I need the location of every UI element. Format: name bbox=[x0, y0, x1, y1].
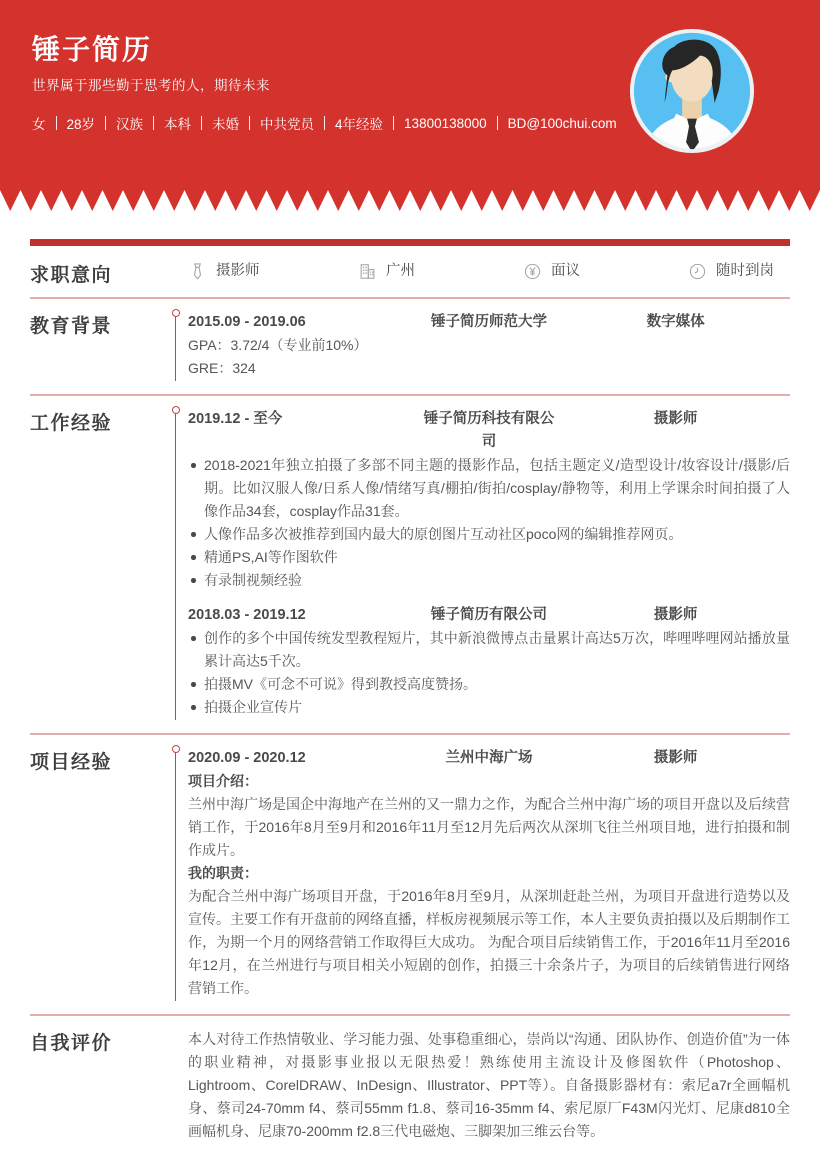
yen-icon bbox=[523, 262, 542, 281]
project-duty-text: 为配合兰州中海广场项目开盘，于2016年8月至9月，从深圳赶赴兰州，为项目开盘进行造势以及宣传。主要工作有开盘前的网络直播，样板房视频展示等工作，本人主要负责拍摄以及后期制作工作，为期一个月的网络营销工作取得巨大成功。 为配合项目后续销售工作，于2016年11月至2016年12月，在兰州进行与项目相关小短剧的创作，拍摄三十余条片子，为项目的后续销售进行网络营销工作。 bbox=[188, 888, 790, 996]
resume-body bbox=[30, 239, 790, 1157]
entry-school: 锤子简历师范大学 bbox=[430, 314, 547, 330]
intent-salary bbox=[523, 260, 688, 283]
intent-label: 面议 bbox=[551, 263, 580, 279]
divider bbox=[153, 116, 154, 130]
section-title: 自我评价 bbox=[30, 1033, 113, 1054]
divider bbox=[497, 116, 498, 130]
entry-period: 2020.09 - 2020.12 bbox=[188, 750, 306, 766]
work-bullet: 人像作品多次被推荐到国内最大的原创图片互动社区poco网的编辑推荐网页。 bbox=[188, 523, 790, 546]
section-title: 工作经验 bbox=[30, 413, 113, 434]
personal-info-bar bbox=[32, 113, 617, 133]
building-icon bbox=[358, 262, 377, 281]
work-bullet: 拍摄MV《可念不可说》得到教授高度赞扬。 bbox=[188, 673, 790, 696]
entry-project-name: 兰州中海广场 bbox=[445, 750, 533, 766]
info-ethnicity: 汉族 bbox=[116, 117, 144, 132]
info-experience: 4年经验 bbox=[335, 117, 384, 132]
work-entry bbox=[188, 604, 790, 719]
clock-icon bbox=[688, 262, 707, 281]
entry-period: 2018.03 - 2019.12 bbox=[188, 607, 306, 623]
divider bbox=[56, 116, 57, 130]
entry-major: 数字媒体 bbox=[646, 314, 705, 330]
project-entry bbox=[188, 747, 790, 1000]
section-self-evaluation bbox=[30, 1016, 790, 1157]
intent-label: 广州 bbox=[386, 263, 415, 279]
section-education bbox=[30, 299, 790, 396]
divider bbox=[393, 116, 394, 130]
timeline bbox=[175, 316, 176, 381]
resume-header bbox=[0, 0, 820, 190]
section-title: 求职意向 bbox=[30, 265, 113, 286]
resume-slogan: 世界属于那些勤于思考的人，期待未来 bbox=[32, 78, 270, 93]
info-marital: 未婚 bbox=[212, 117, 240, 132]
divider bbox=[324, 116, 325, 130]
entry-period: 2019.12 - 至今 bbox=[188, 411, 283, 427]
timeline bbox=[175, 413, 176, 720]
intent-label: 摄影师 bbox=[216, 263, 260, 279]
intent-availability bbox=[688, 260, 790, 283]
divider bbox=[249, 116, 250, 130]
work-bullet: 创作的多个中国传统发型教程短片，其中新浪微博点击量累计高达5万次，哔哩哔哩网站播放量累计高达5千次。 bbox=[188, 627, 790, 673]
intent-position bbox=[188, 260, 358, 283]
intent-city bbox=[358, 260, 523, 283]
divider bbox=[105, 116, 106, 130]
section-title: 教育背景 bbox=[30, 316, 113, 337]
section-work bbox=[30, 396, 790, 735]
education-entry bbox=[188, 311, 790, 380]
entry-role: 摄影师 bbox=[653, 607, 698, 623]
info-phone: 13800138000 bbox=[404, 115, 487, 131]
work-bullet: 有录制视频经验 bbox=[188, 569, 790, 592]
resume-title: 锤子简历 bbox=[32, 34, 153, 65]
info-party: 中共党员 bbox=[260, 117, 315, 132]
entry-role: 摄影师 bbox=[653, 411, 698, 427]
gpa-line: GPA：3.72/4（专业前10%） bbox=[188, 337, 368, 353]
section-project bbox=[30, 735, 790, 1016]
work-bullet: 2018-2021年独立拍摄了多部不同主题的摄影作品，包括主题定义/造型设计/妆容设计/摄影/后期。比如汉服人像/日系人像/情绪写真/棚拍/街拍/cosplay/静物等，利用上学课余时间拍摄了人像作品34套，cosplay作品31套。 bbox=[188, 454, 790, 523]
entry-role: 摄影师 bbox=[653, 750, 698, 766]
project-intro-label: 项目介绍： bbox=[188, 773, 258, 789]
divider bbox=[201, 116, 202, 130]
info-email: BD@100chui.com bbox=[507, 115, 617, 131]
work-bullet: 精通PS,AI等作图软件 bbox=[188, 546, 790, 569]
project-intro-text: 兰州中海广场是国企中海地产在兰州的又一鼎力之作，为配合兰州中海广场的项目开盘以及后续营销工作，于2016年8月至9月和2016年11月至12月先后两次从深圳飞往兰州项目地，进行拍摄和制作成片。 bbox=[188, 796, 790, 858]
entry-company: 锤子简历科技有限公司 bbox=[423, 411, 555, 450]
section-title: 项目经验 bbox=[30, 752, 113, 773]
timeline bbox=[175, 752, 176, 1001]
work-bullet: 拍摄企业宣传片 bbox=[188, 696, 790, 719]
red-accent-bar bbox=[30, 239, 790, 246]
project-duty-label: 我的职责： bbox=[188, 865, 258, 881]
section-job-intent bbox=[30, 246, 790, 299]
tie-icon bbox=[188, 262, 207, 281]
work-entry bbox=[188, 408, 790, 592]
zigzag-edge bbox=[0, 190, 820, 211]
info-age: 28岁 bbox=[66, 117, 96, 132]
avatar bbox=[629, 28, 755, 154]
info-degree: 本科 bbox=[164, 117, 192, 132]
intent-label: 随时到岗 bbox=[716, 263, 774, 279]
gre-line: GRE：324 bbox=[188, 360, 256, 376]
self-evaluation-text: 本人对待工作热情敬业、学习能力强、处事稳重细心，崇尚以“沟通、团队协作、创造价值”为一体的职业精神，对摄影事业报以无限热爱！熟练使用主流设计及修图软件（Photoshop、Lightroom、CorelDRAW、InDesign、Illustrator、PPT等）。自备摄影器材有：索尼a7r全画幅机身、蔡司24-70mm f4、蔡司55mm f1.8、蔡司16-35mm f4、索尼原厂F43M闪光灯、尼康d810全画幅机身、尼康70-200mm f2.8三代电磁炮、三脚架加三维云台等。 bbox=[188, 1031, 790, 1139]
entry-period: 2015.09 - 2019.06 bbox=[188, 314, 306, 330]
info-gender: 女 bbox=[32, 117, 46, 132]
entry-company: 锤子简历有限公司 bbox=[430, 607, 547, 623]
